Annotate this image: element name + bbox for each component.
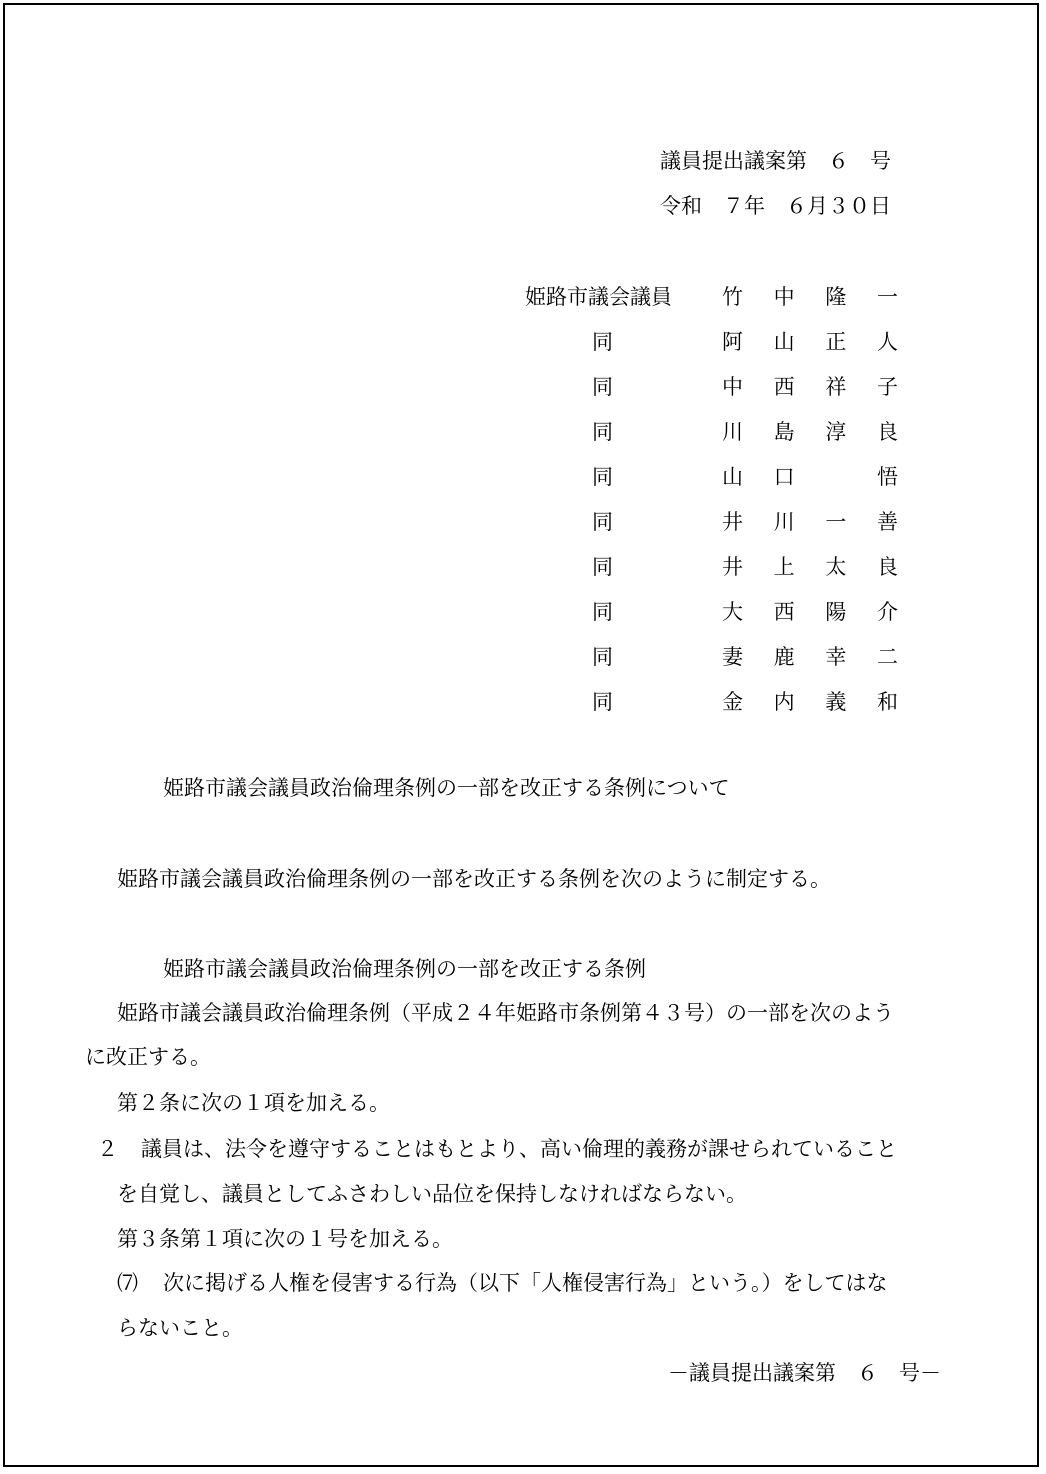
member-name-char: 介 (876, 600, 898, 624)
member-role: 同 (592, 555, 613, 579)
member-name-char: 井 (722, 555, 743, 579)
member-name-char: 祥 (825, 375, 847, 399)
body-paragraph-1: 姫路市議会議員政治倫理条例（平成２４年姫路市条例第４３号）の一部を次のよう (117, 1001, 894, 1025)
proposal-title: 姫路市議会議員政治倫理条例の一部を改正する条例について (163, 776, 730, 800)
member-name-char: 西 (773, 600, 795, 624)
member-name-char: 一 (876, 285, 898, 309)
member-name-char: 太 (825, 555, 847, 579)
member-name (722, 419, 898, 445)
member-role: 同 (592, 690, 613, 714)
member-name-char: 山 (773, 330, 795, 354)
member-role: 同 (592, 600, 613, 624)
member-name-char: 竹 (722, 285, 743, 309)
body-paragraph-4: 第３条第１項に次の１号を加える。 (117, 1227, 453, 1251)
member-name-char: 阿 (722, 330, 743, 354)
ordinance-title: 姫路市議会議員政治倫理条例の一部を改正する条例 (163, 957, 646, 981)
proposal-intro: 姫路市議会議員政治倫理条例の一部を改正する条例を次のように制定する。 (117, 867, 831, 891)
member-role: 同 (592, 645, 613, 669)
body-paragraph-3-continued: を自覚し、議員としてふさわしい品位を保持しなければならない。 (117, 1182, 747, 1206)
member-name-char: 川 (722, 420, 743, 444)
item-number-7: ⑺ (117, 1271, 138, 1295)
member-name-char: 井 (722, 510, 743, 534)
member-name-char: 陽 (825, 600, 847, 624)
member-name-char: 幸 (825, 645, 847, 669)
member-name-char: 鹿 (773, 645, 795, 669)
member-role: 同 (592, 375, 613, 399)
member-name-char: 二 (876, 645, 898, 669)
member-role: 姫路市議会議員 (525, 285, 672, 309)
member-name-char: 口 (773, 465, 795, 489)
body-paragraph-2: 第２条に次の１項を加える。 (117, 1091, 390, 1115)
member-role: 同 (592, 420, 613, 444)
member-name-char: 悟 (876, 465, 898, 489)
member-name-char: 金 (722, 690, 743, 714)
member-name-char: 善 (876, 510, 898, 534)
member-name-char: 内 (773, 690, 795, 714)
member-name (722, 689, 898, 715)
member-name (722, 554, 898, 580)
member-name (722, 374, 898, 400)
member-name-char: 妻 (722, 645, 743, 669)
body-paragraph-5-continued: らないこと。 (117, 1316, 243, 1340)
member-name-char (825, 464, 846, 490)
member-name-char: 淳 (825, 420, 847, 444)
member-name-char: 義 (825, 690, 847, 714)
member-name (722, 329, 898, 355)
member-name (722, 644, 898, 670)
member-name (722, 284, 898, 310)
member-name-char: 良 (876, 420, 898, 444)
member-name-char: 島 (773, 420, 795, 444)
member-name (722, 464, 898, 490)
member-name-char: 中 (773, 285, 795, 309)
member-name-char: 正 (825, 330, 847, 354)
member-name-char: 西 (773, 375, 795, 399)
member-name-char: 川 (773, 510, 795, 534)
member-name-char: 隆 (825, 285, 847, 309)
member-name-char: 山 (722, 465, 743, 489)
member-role: 同 (592, 510, 613, 534)
member-name-char: 一 (825, 510, 847, 534)
page-footer: －議員提出議案第 ６ 号－ (668, 1361, 941, 1385)
member-name-char: 良 (876, 555, 898, 579)
body-paragraph-3: 議員は、法令を遵守することはもとより、高い倫理的義務が課せられていること (141, 1137, 897, 1161)
member-name (722, 599, 898, 625)
member-name (722, 509, 898, 535)
member-name-char: 子 (876, 375, 898, 399)
member-name-char: 中 (722, 375, 743, 399)
member-name-char: 和 (876, 690, 898, 714)
member-name-char: 大 (722, 600, 743, 624)
proposal-date: 令和 ７年 ６月３０日 (660, 194, 891, 218)
item-number-2: ２ (97, 1137, 118, 1161)
member-role: 同 (592, 465, 613, 489)
member-role: 同 (592, 330, 613, 354)
body-paragraph-1-continued: に改正する。 (85, 1045, 211, 1069)
body-paragraph-5: 次に掲げる人権を侵害する行為（以下「人権侵害行為」という。）をしてはな (163, 1271, 888, 1295)
member-name-char: 上 (773, 555, 795, 579)
member-name-char: 人 (876, 330, 898, 354)
proposal-number: 議員提出議案第 ６ 号 (660, 149, 891, 173)
